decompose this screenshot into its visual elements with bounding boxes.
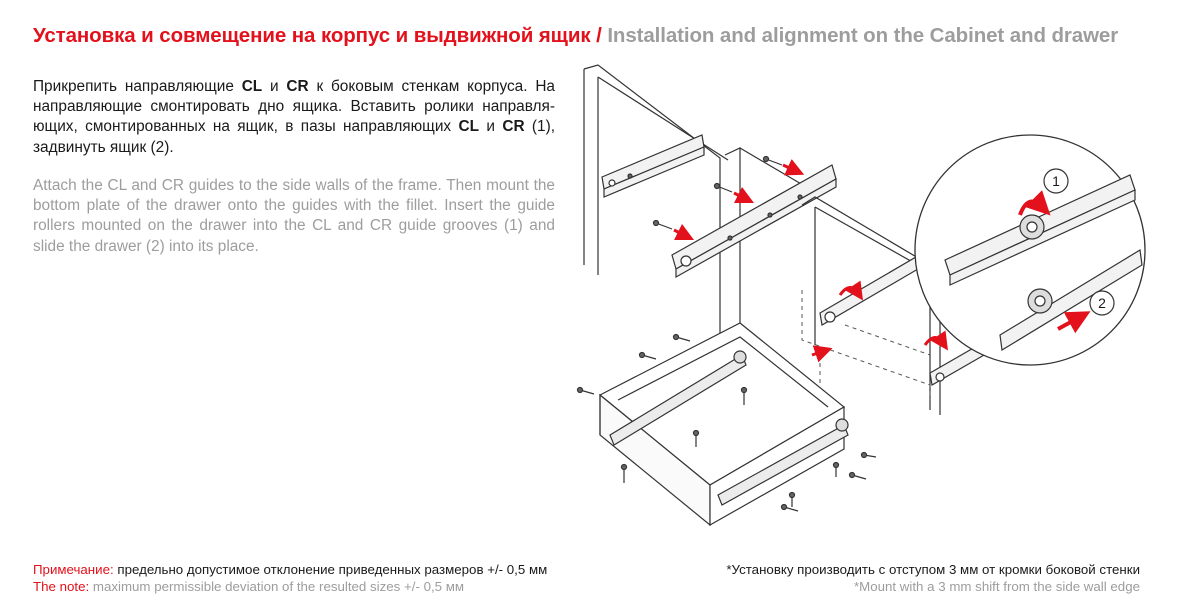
installation-illustration <box>570 55 1170 535</box>
instruction-ru-text: к боковым стенкам корпуса. На направляющие смонтировать дно ящика. Вставить ролики направля-ющих, смонтированных на ящик, в пазы направляющих <box>33 78 555 136</box>
title-separator: / <box>590 24 608 47</box>
note-text-en: maximum permissible deviation of the resulted sizes +/- 0,5 мм <box>89 578 465 594</box>
guide-cr-label: CR <box>502 118 525 136</box>
note-label-en: The note: <box>33 578 90 594</box>
instruction-ru-text: и <box>479 118 503 136</box>
title-en: Installation and alignment on the Cabinet and drawer <box>607 24 1119 47</box>
detail-magnifier <box>915 135 1145 365</box>
dashed-alignment-lines <box>802 290 930 400</box>
guide-cl-label: CL <box>241 78 263 95</box>
guide-rail-cr <box>672 165 836 277</box>
callout-1-label: 1 <box>1052 173 1060 189</box>
note-text-ru: предельно допустимое отклонение приведенных размеров +/- 0,5 мм <box>113 562 548 577</box>
cabinet-rail-mid <box>820 257 918 325</box>
callout-step-1 <box>1044 169 1068 193</box>
instruction-en: Attach the CL and CR guides to the side walls of the frame. Then mount the bottom plate of the drawer onto the guides with the fillet. Insert the guide rollers mounted on the drawer into the CL and CR guide grooves (1) and slide the drawer (2) into its place. <box>33 177 555 255</box>
note-label-ru: Примечание: <box>33 562 114 577</box>
instruction-ru-text: Прикрепить направляющие <box>33 78 242 95</box>
guide-cr-label: CR <box>286 78 309 95</box>
page-title <box>33 24 1118 48</box>
guide-rail-cl <box>602 135 704 197</box>
instruction-ru-text: (1), задвинуть ящик (2). <box>33 118 555 156</box>
guide-cl-label: CL <box>458 118 480 136</box>
instruction-ru <box>33 77 555 158</box>
title-ru: Установка и совмещение на корпус и выдвижной ящик <box>33 24 591 47</box>
callout-2-label: 2 <box>1098 295 1106 311</box>
callout-step-2 <box>1090 291 1114 315</box>
mount-note-ru: *Установку производить с отступом 3 мм от кромки боковой стенки <box>726 562 1140 577</box>
mount-offset-note <box>726 562 1140 595</box>
instruction-ru-text: и <box>262 78 287 95</box>
mount-note-en: *Mount with a 3 mm shift from the side wall edge <box>853 578 1140 594</box>
tolerance-note <box>33 562 547 595</box>
